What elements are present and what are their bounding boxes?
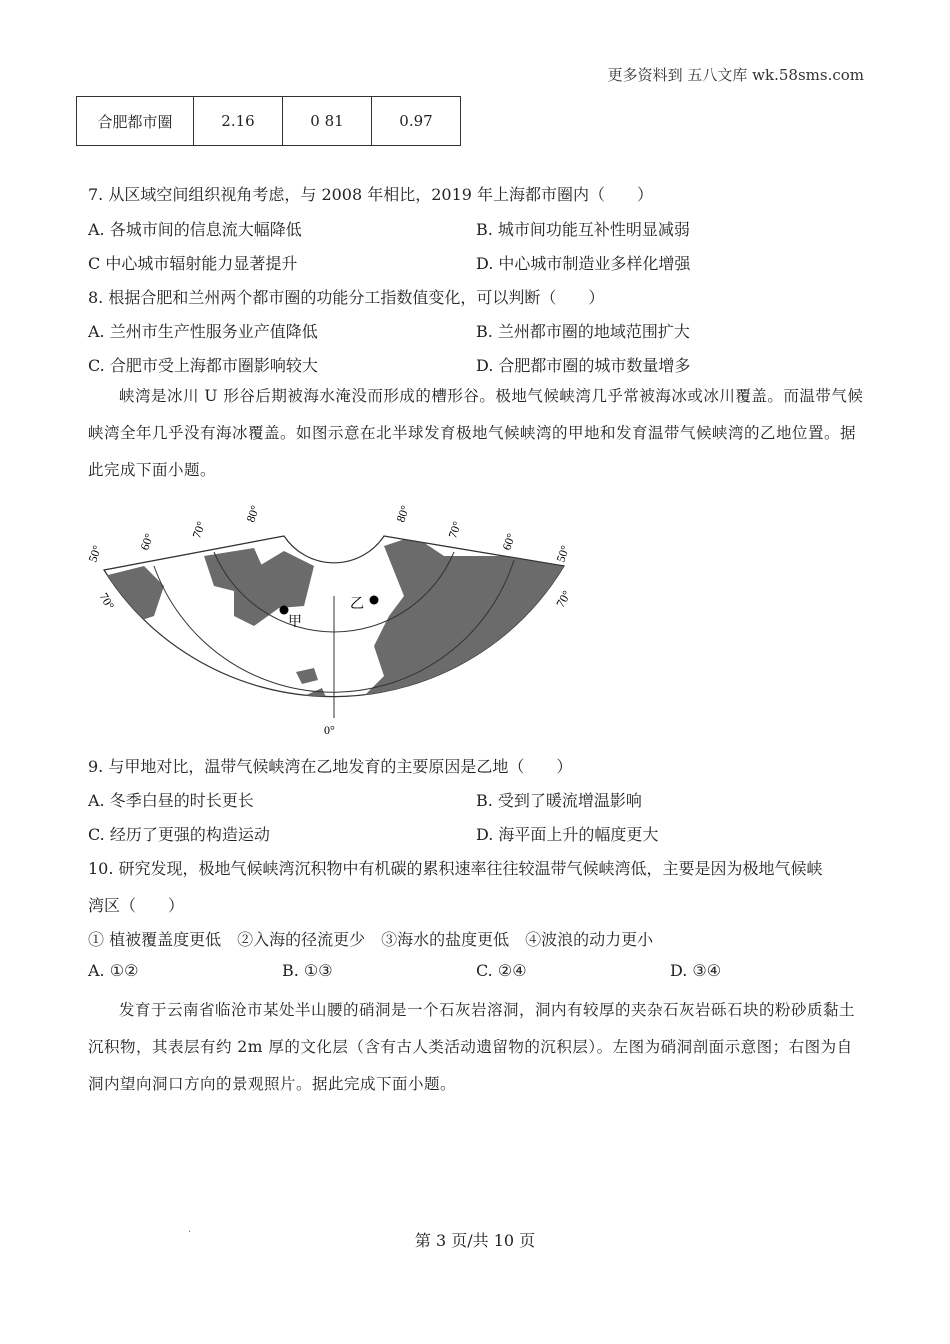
label-lat-60-left: 60° (137, 531, 157, 553)
question-10-option-b: B. ①③ (282, 961, 333, 980)
label-lon-70-right: 70° (553, 588, 574, 610)
question-7-option-a: A. 各城市间的信息流大幅降低 (88, 220, 302, 239)
table-cell-region: 合肥都市圈 (77, 97, 194, 146)
stray-dot: . (188, 1224, 192, 1235)
label-jia: 甲 (288, 615, 302, 630)
question-10-option-d: D. ③④ (670, 961, 722, 980)
point-yi (370, 596, 379, 605)
label-lat-60-right: 60° (499, 531, 519, 553)
fjord-map (84, 496, 584, 740)
table-cell-value: 0.97 (372, 97, 461, 146)
question-10-option-c: C. ②④ (476, 961, 527, 980)
label-lon-0: 0° (324, 723, 335, 737)
question-8-option-a: A. 兰州市生产性服务业产值降低 (88, 322, 318, 341)
point-jia (280, 606, 289, 615)
question-9-option-b: B. 受到了暖流增温影响 (476, 791, 642, 810)
question-9-stem: 9. 与甲地对比，温带气候峡湾在乙地发育的主要原因是乙地（ ） (88, 757, 573, 776)
question-8-option-c: C. 合肥市受上海都市圈影响较大 (88, 356, 318, 375)
question-9-option-d: D. 海平面上升的幅度更大 (476, 825, 659, 844)
question-8-option-b: B. 兰州都市圈的地域范围扩大 (476, 322, 690, 341)
table-row (77, 97, 461, 146)
data-table (76, 96, 461, 146)
question-7-option-b: B. 城市间功能互补性明显减弱 (476, 220, 690, 239)
page-number: 第 3 页/共 10 页 (414, 1231, 536, 1250)
label-lat-50-left: 50° (85, 543, 105, 565)
label-lat-70-right: 70° (445, 519, 465, 541)
label-lat-80-right: 80° (393, 503, 413, 525)
question-7-option-d: D. 中心城市制造业多样化增强 (476, 254, 691, 273)
passage-cave: 发育于云南省临沧市某处半山腰的硝洞是一个石灰岩溶洞，洞内有较厚的夹杂石灰岩砾石块的粉砂质黏土沉积物，其表层有约 2m 厚的文化层（含有古人类活动遗留物的沉积层）。左图为硝洞剖面示意图；右图为自洞内望向洞口方向的景观照片。据此完成下面小题。 (88, 1001, 856, 1093)
question-9-option-a: A. 冬季白昼的时长更长 (88, 791, 254, 810)
question-8-option-d: D. 合肥都市圈的城市数量增多 (476, 356, 691, 375)
question-10-stem-cont: 湾区（ ） (88, 896, 185, 915)
label-lon-70-left: 70° (96, 590, 118, 612)
table-cell-value: 2.16 (194, 97, 283, 146)
label-yi: 乙 (350, 597, 364, 612)
label-lat-70-left: 70° (189, 519, 209, 541)
question-7-stem: 7. 从区域空间组织视角考虑，与 2008 年相比，2019 年上海都市圈内（ ） (88, 185, 654, 204)
question-8-stem: 8. 根据合肥和兰州两个都市圈的功能分工指数值变化，可以判断（ ） (88, 288, 605, 307)
question-10-stem: 10. 研究发现，极地气候峡湾沉积物中有机碳的累积速率往往较温带气候峡湾低，主要是因为极地气候峡 (88, 859, 823, 878)
label-lat-80-left: 80° (243, 503, 263, 525)
question-9-option-c: C. 经历了更强的构造运动 (88, 825, 270, 844)
question-10-option-a: A. ①② (88, 961, 139, 980)
passage-fjord: 峡湾是冰川 U 形谷后期被海水淹没而形成的槽形谷。极地气候峡湾几乎常被海冰或冰川覆盖。而温带气候峡湾全年几乎没有海冰覆盖。如图示意在北半球发育极地气候峡湾的甲地和发育温带气候峡湾的乙地位置。据此完成下面小题。 (88, 387, 864, 479)
table-cell-value: 0 81 (283, 97, 372, 146)
question-7-option-c: C 中心城市辐射能力显著提升 (88, 254, 298, 273)
watermark-text: 更多资料到 五八文库 wk.58sms.com (607, 66, 864, 84)
question-10-items: ① 植被覆盖度更低 ②入海的径流更少 ③海水的盐度更低 ④波浪的动力更小 (88, 930, 654, 949)
label-lat-50-right: 50° (553, 543, 573, 565)
